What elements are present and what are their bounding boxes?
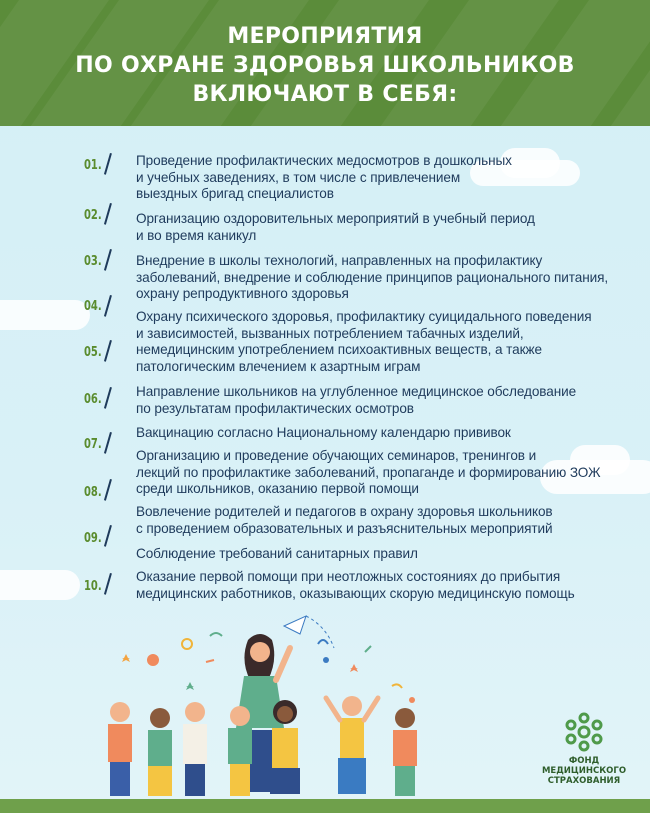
child-figure bbox=[228, 706, 252, 796]
logo-line: СТРАХОВАНИЯ bbox=[547, 776, 621, 786]
item-text-line: немедицинским употреблением психоактивных веществ, а также bbox=[136, 342, 542, 357]
item-text-line: медицинских работников, оказывающих скорую медицинскую помощь bbox=[136, 585, 575, 601]
item-text-line: по результатам профилактических осмотров bbox=[136, 400, 414, 416]
logo-line: ФОНД bbox=[568, 756, 600, 766]
item-number: 08. bbox=[84, 485, 102, 500]
title-line-1: МЕРОПРИЯТИЯ bbox=[227, 24, 423, 49]
item-text-line: выездных бригад специалистов bbox=[136, 186, 334, 201]
item-number: 01. bbox=[84, 158, 102, 173]
item-number: 10. bbox=[84, 579, 102, 594]
item-text-line: охрану репродуктивного здоровья bbox=[136, 286, 349, 301]
item-text-line: лекций по профилактике заболеваний, пропаганде и формированию ЗОЖ bbox=[136, 464, 601, 480]
child-figure bbox=[326, 696, 378, 794]
child-figure bbox=[108, 702, 132, 796]
item-number: 09. bbox=[84, 531, 102, 546]
item-text-line: среди школьников, оказанию первой помощи bbox=[136, 481, 419, 496]
item-number: 02. bbox=[84, 208, 102, 223]
title-line-3: ВКЛЮЧАЮТ В СЕБЯ: bbox=[192, 82, 458, 107]
item-text-line: Организацию оздоровительных мероприятий в учебный период bbox=[136, 211, 535, 226]
item-text-line: заболеваний, внедрение и соблюдение принципов рационального питания, bbox=[136, 269, 609, 285]
logo-line: МЕДИЦИНСКОГО bbox=[541, 766, 627, 776]
item-number: 07. bbox=[84, 437, 102, 452]
child-figure bbox=[183, 702, 207, 796]
item-text-line: Организацию и проведение обучающих семинаров, тренингов и bbox=[136, 448, 537, 463]
item-number: 03. bbox=[84, 254, 102, 269]
item-number: 06. bbox=[84, 392, 102, 407]
item-text-line: Соблюдение требований санитарных правил bbox=[136, 546, 418, 561]
item-number: 05. bbox=[84, 345, 102, 360]
child-figure bbox=[393, 708, 417, 796]
title-line-2: ПО ОХРАНЕ ЗДОРОВЬЯ ШКОЛЬНИКОВ bbox=[75, 53, 575, 78]
ground-strip bbox=[0, 799, 650, 813]
item-text-line: Направление школьников на углубленное медицинское обследование bbox=[136, 384, 577, 399]
item-text-line: и учебных заведениях, в том числе с привлечением bbox=[136, 169, 461, 185]
item-text-line: патологическим влечением к азартным играм bbox=[136, 358, 421, 374]
item-text-line: Охрану психического здоровья, профилактику суицидального поведения bbox=[136, 309, 592, 324]
child-figure bbox=[270, 700, 300, 794]
item-text-line: Вовлечение родителей и педагогов в охрану здоровья школьников bbox=[136, 504, 553, 519]
fund-logo-label bbox=[534, 756, 634, 786]
item-text-line: и зависимостей, вызванных потреблением табачных изделий, bbox=[136, 325, 524, 341]
item-text-line: Оказание первой помощи при неотложных состояниях до прибытия bbox=[136, 569, 561, 584]
item-text-line: Вакцинацию согласно Национальному календарю прививок bbox=[136, 425, 511, 440]
fund-logo bbox=[534, 712, 634, 786]
item-text-line: Проведение профилактических медосмотров в дошкольных bbox=[136, 153, 512, 168]
item-text-line: с проведением образовательных и разъяснительных мероприятий bbox=[136, 520, 553, 536]
child-figure bbox=[148, 708, 172, 796]
item-text-line: Внедрение в школы технологий, направленных на профилактику bbox=[136, 253, 543, 268]
item-number: 04. bbox=[84, 299, 102, 314]
item-text-line: и во время каникул bbox=[136, 227, 257, 243]
fund-snowflake-logo-icon bbox=[564, 712, 604, 752]
